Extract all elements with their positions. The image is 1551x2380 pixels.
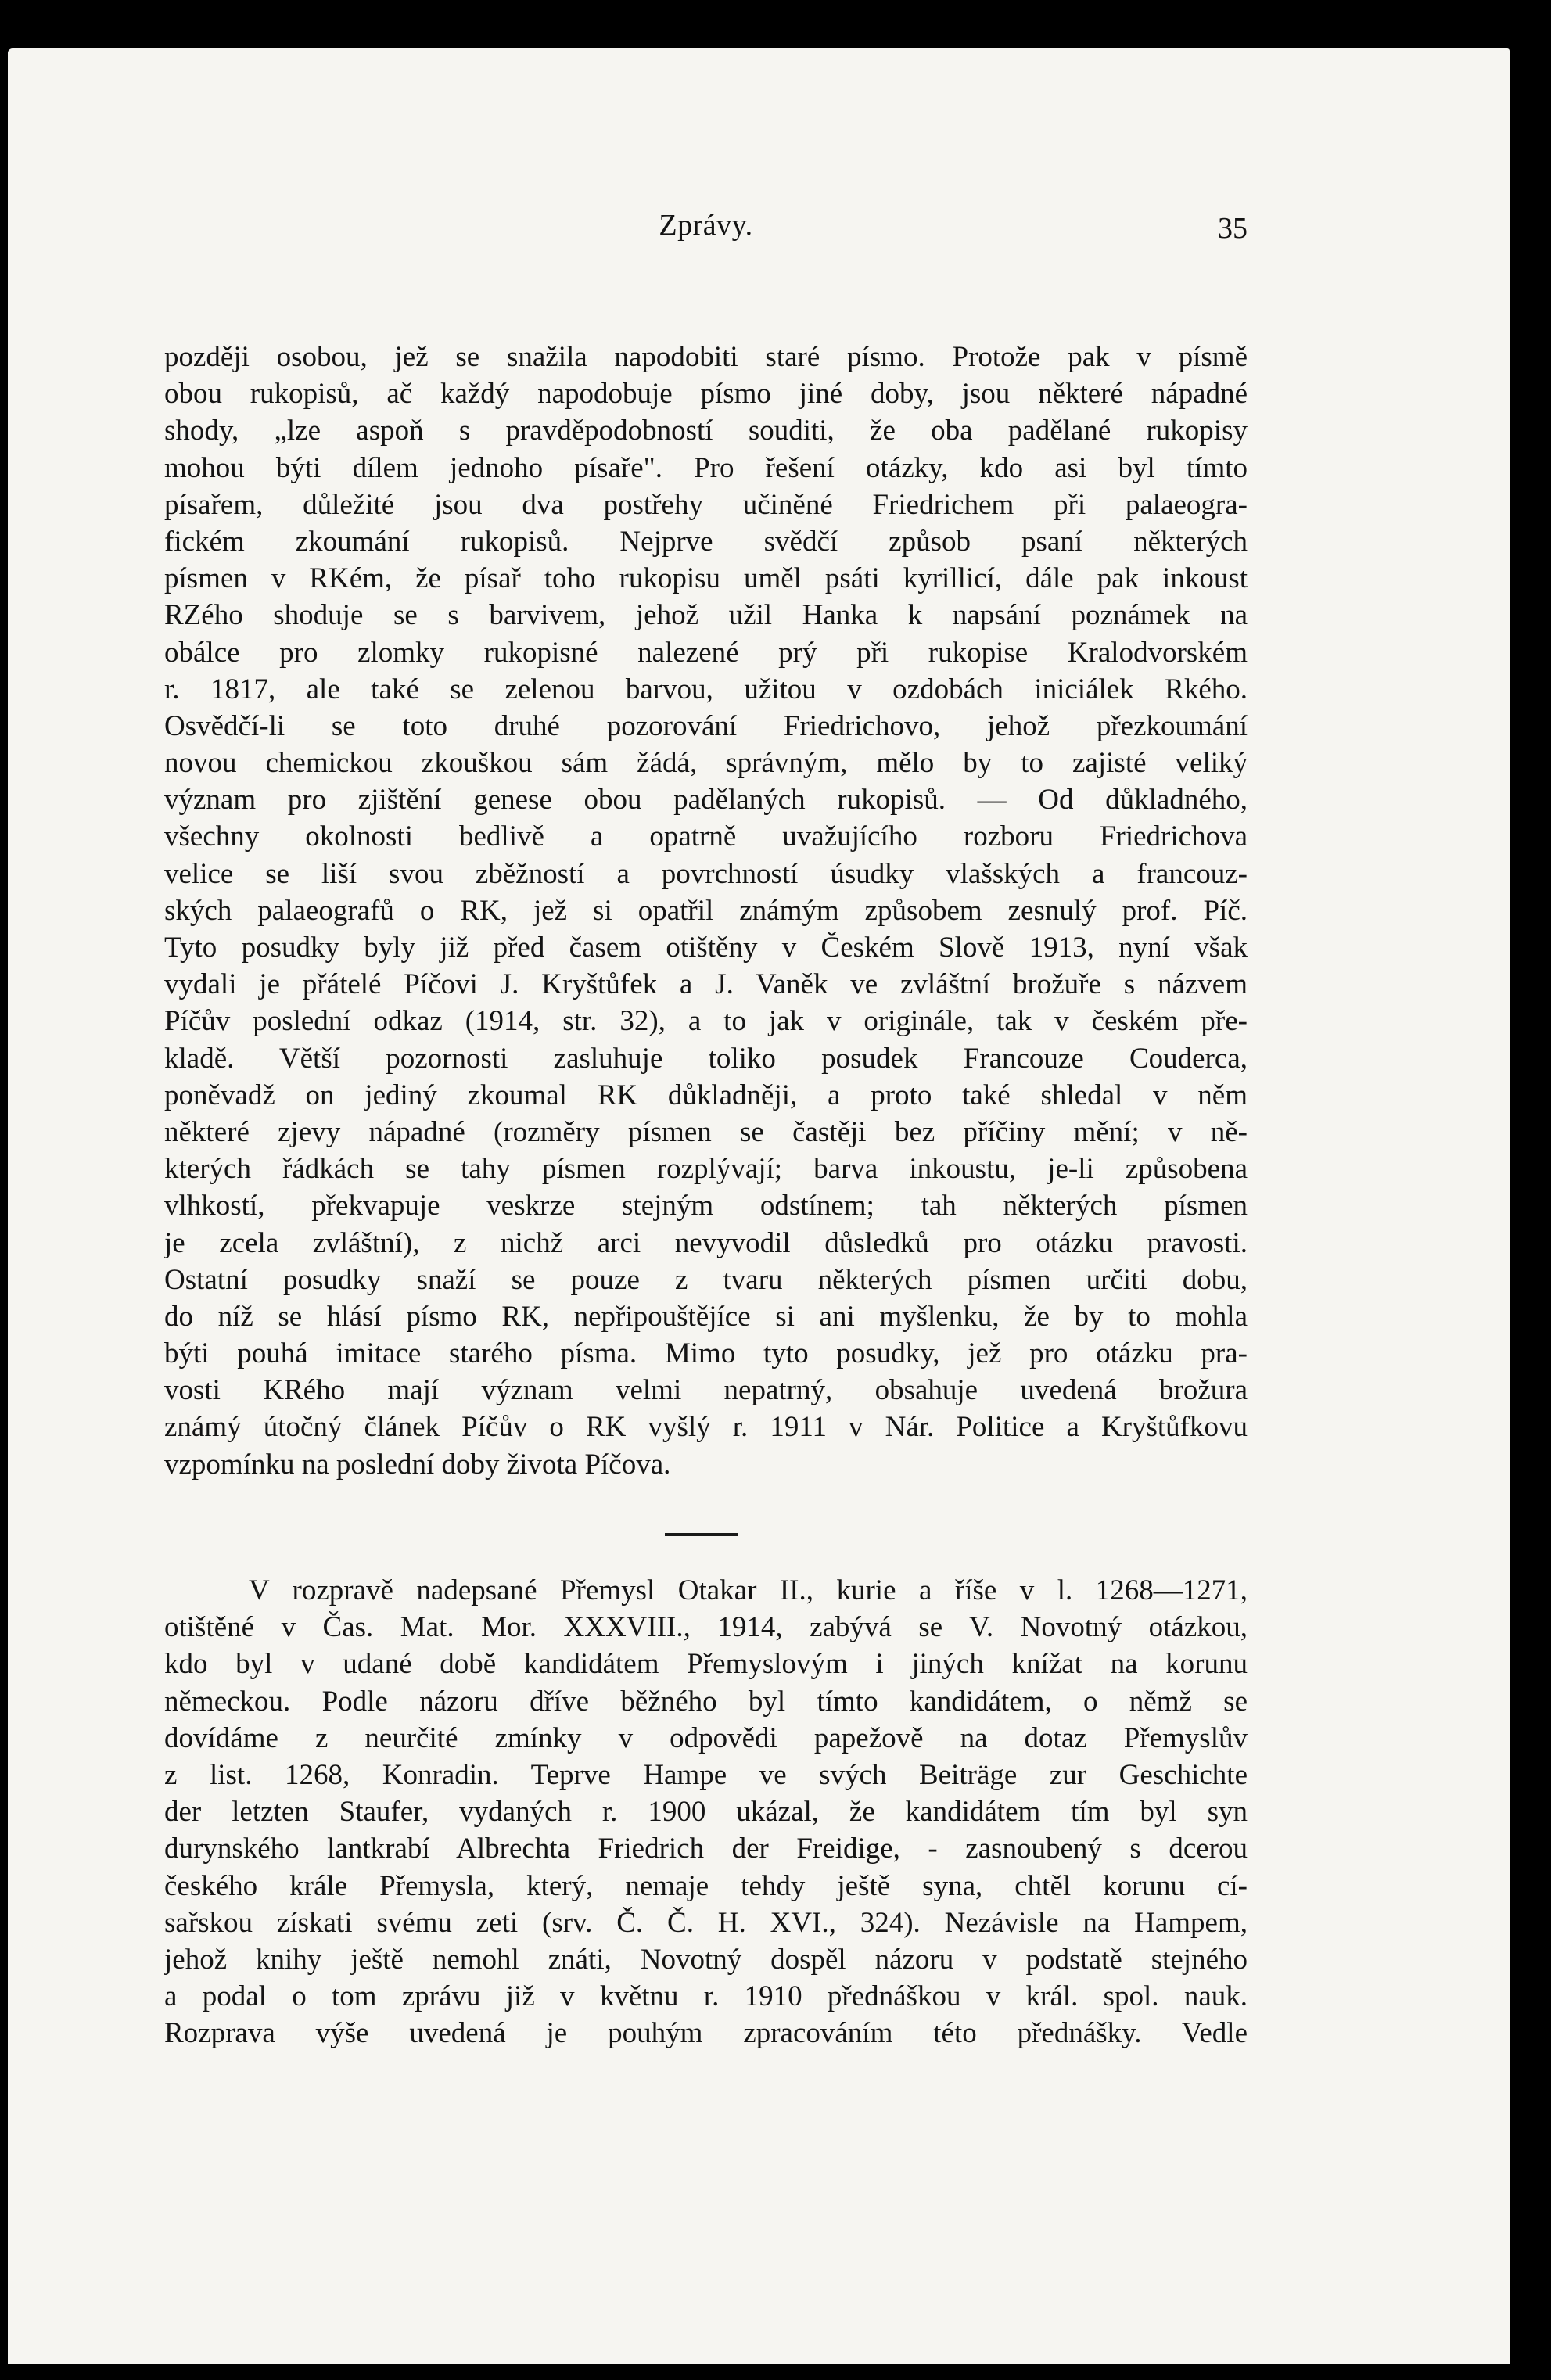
text-line: vlhkostí, překvapuje veskrze stejným odstínem; tah některých písmen (164, 1190, 1248, 1222)
text-line: obálce pro zlomky rukopisné nalezené prý při rukopise Kralodvorském (164, 636, 1248, 669)
text-line: dovídáme z neurčité zmínky v odpovědi papežově na dotaz Přemyslův (164, 1721, 1248, 1754)
text-line: velice se liší svou zběžností a povrchností úsudky vlašských a francouz- (164, 857, 1248, 890)
text-line: Rozprava výše uvedená je pouhým zpracováním této přednášky. Vedle (164, 2017, 1248, 2050)
text-line: Píčův poslední odkaz (1914, str. 32), a to jak v originále, tak v českém pře- (164, 1005, 1248, 1038)
text-line: shody, „lze aspoň s pravděpodobností souditi, že oba padělané rukopisy (164, 415, 1248, 447)
text-line: kterých řádkách se tahy písmen rozplývají; barva inkoustu, je-li způsobena (164, 1153, 1248, 1186)
text-line: Osvědčí-li se toto druhé pozorování Friedrichovo, jehož přezkoumání (164, 709, 1248, 742)
text-line: Tyto posudky byly již před časem otištěny v Českém Slově 1913, nyní však (164, 932, 1248, 964)
text-line: z list. 1268, Konradin. Teprve Hampe ve svých Beiträge zur Geschichte (164, 1758, 1248, 1791)
text-line: později osobou, jež se snažila napodobiti staré písmo. Protože pak v písmě (164, 341, 1248, 373)
text-line: českého krále Přemysla, který, nemaje tehdy ještě syna, chtěl korunu cí- (164, 1869, 1248, 1902)
text-line: kladě. Větší pozornosti zasluhuje toliko posudek Francouze Couderca, (164, 1042, 1248, 1075)
text-line: poněvadž on jediný zkoumal RK důkladněji, a proto také shledal v něm (164, 1079, 1248, 1111)
text-line: der letzten Staufer, vydaných r. 1900 ukázal, že kandidátem tím byl syn (164, 1796, 1248, 1829)
text-line: r. 1817, ale také se zelenou barvou, užitou v ozdobách iniciálek Rkého. (164, 673, 1248, 705)
text-line: do níž se hlásí písmo RK, nepřipouštějíce si ani myšlenku, že by to mohla (164, 1300, 1248, 1333)
text-line: kdo byl v udané době kandidátem Přemyslovým i jiných knížat na korunu (164, 1648, 1248, 1681)
text-line: je zcela zvláštní), z nichž arci nevyvodil důsledků pro otázku pravosti. (164, 1226, 1248, 1259)
text-line: písmen v RKém, že písař toho rukopisu uměl psáti kyrillicí, dále pak inkoust (164, 562, 1248, 595)
text-line: vosti KRého mají význam velmi nepatrný, obsahuje uvedená brožura (164, 1374, 1248, 1407)
page-number: 35 (1218, 212, 1248, 245)
section-paragraph-1 (164, 339, 1248, 1483)
text-line: novou chemickou zkouškou sám žádá, správným, mělo by to zajisté veliký (164, 747, 1248, 780)
text-line: vzpomínku na poslední doby života Píčova. (164, 1448, 671, 1481)
text-line: Ostatní posudky snaží se pouze z tvaru některých písmen určiti dobu, (164, 1263, 1248, 1296)
text-line: jehož knihy ještě nemohl znáti, Novotný dospěl názoru v podstatě stejného (164, 1943, 1248, 1976)
text-line: písařem, důležité jsou dva postřehy učiněné Friedrichem při palaeogra- (164, 488, 1248, 521)
text-line: RZého shoduje se s barvivem, jehož užil Hanka k napsání poznámek na (164, 599, 1248, 632)
text-line: všechny okolnosti bedlivě a opatrně uvažujícího rozboru Friedrichova (164, 820, 1248, 853)
section-divider (665, 1533, 738, 1536)
running-title: Zprávy. (659, 209, 753, 242)
text-line: a podal o tom zprávu již v květnu r. 1910 přednáškou v král. spol. nauk. (164, 1980, 1248, 2013)
text-line: V rozpravě nadepsané Přemysl Otakar II., kurie a říše v l. 1268—1271, (249, 1574, 1248, 1606)
text-line: býti pouhá imitace starého písma. Mimo tyto posudky, jež pro otázku pra- (164, 1337, 1248, 1370)
text-line: některé zjevy nápadné (rozměry písmen se častěji bez příčiny mění; v ně- (164, 1115, 1248, 1148)
text-line: fickém zkoumání rukopisů. Nejprve svědčí způsob psaní některých (164, 525, 1248, 558)
text-line: sařskou získati svému zeti (srv. Č. Č. H. XVI., 324). Nezávisle na Hampem, (164, 1906, 1248, 1939)
page-header (164, 208, 1248, 255)
text-line: durynského lantkrabí Albrechta Friedrich der Freidige, - zasnoubený s dcerou (164, 1833, 1248, 1865)
section-paragraph-2 (164, 1572, 1248, 2052)
text-line: známý útočný článek Píčův o RK vyšlý r. 1911 v Nár. Politice a Kryštůfkovu (164, 1411, 1248, 1444)
text-line: obou rukopisů, ač každý napodobuje písmo jiné doby, jsou některé nápadné (164, 378, 1248, 411)
text-line: vydali je přátelé Píčovi J. Kryštůfek a J. Vaněk ve zvláštní brožuře s názvem (164, 968, 1248, 1001)
text-line: německou. Podle názoru dříve běžného byl tímto kandidátem, o němž se (164, 1685, 1248, 1718)
text-line: význam pro zjištění genese obou padělaných rukopisů. — Od důkladného, (164, 784, 1248, 817)
text-line: otištěné v Čas. Mat. Mor. XXXVIII., 1914, zabývá se V. Novotný otázkou, (164, 1611, 1248, 1644)
text-line: mohou býti dílem jednoho písaře". Pro řešení otázky, kdo asi byl tímto (164, 451, 1248, 484)
text-line: ských palaeografů o RK, jež si opatřil známým způsobem zesnulý prof. Píč. (164, 894, 1248, 927)
